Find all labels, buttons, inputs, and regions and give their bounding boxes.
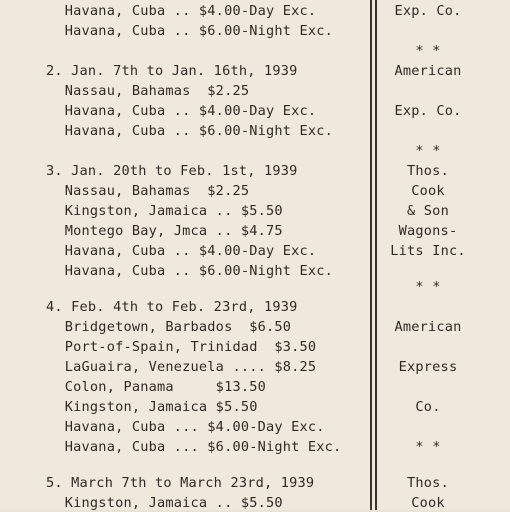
itinerary-line: Havana, Cuba .. $6.00-Night Exc. <box>48 123 334 139</box>
itinerary-line: Havana, Cuba .. $6.00-Night Exc. <box>48 23 334 39</box>
separator-stars: * * <box>415 143 441 159</box>
agency-line: Cook <box>411 495 445 511</box>
agency-line: Thos. <box>407 163 449 179</box>
agency-line: American <box>394 63 462 79</box>
itinerary-line: Havana, Cuba ... $4.00-Day Exc. <box>48 419 325 435</box>
cruise-heading: 4. Feb. 4th to Feb. 23rd, 1939 <box>46 299 298 315</box>
agency-line: Lits Inc. <box>390 243 466 259</box>
agency-line: American <box>394 319 462 335</box>
itinerary-line: LaGuaira, Venezuela .... $8.25 <box>48 359 317 375</box>
itinerary-line: Port-of-Spain, Trinidad $3.50 <box>48 339 317 355</box>
itinerary-line: Nassau, Bahamas $2.25 <box>48 183 250 199</box>
itinerary-line: Havana, Cuba ... $6.00-Night Exc. <box>48 439 342 455</box>
agency-line: & Son <box>407 203 449 219</box>
agency-line: Co. <box>415 399 441 415</box>
agency-line: Exp. Co. <box>394 103 462 119</box>
itinerary-line: Kingston, Jamaica .. $5.50 <box>48 203 283 219</box>
itinerary-line: Montego Bay, Jmca .. $4.75 <box>48 223 283 239</box>
agency-line: Exp. Co. <box>394 3 462 19</box>
itinerary-line: Kingston, Jamaica $5.50 <box>48 399 258 415</box>
itinerary-line: Havana, Cuba .. $4.00-Day Exc. <box>48 3 317 19</box>
itinerary-line: Nassau, Bahamas $2.25 <box>48 83 250 99</box>
agency-line: Express <box>398 359 458 375</box>
itinerary-line: Havana, Cuba .. $4.00-Day Exc. <box>48 243 317 259</box>
separator-stars: * * <box>415 43 441 59</box>
itinerary-line: Kingston, Jamaica .. $5.50 <box>48 495 283 511</box>
cruise-heading: 3. Jan. 20th to Feb. 1st, 1939 <box>46 163 298 179</box>
agency-line: Wagons- <box>398 223 458 239</box>
separator-stars: * * <box>415 439 441 455</box>
cruise-heading: 2. Jan. 7th to Jan. 16th, 1939 <box>46 63 298 79</box>
agency-line: Thos. <box>407 475 449 491</box>
separator-stars: * * <box>415 279 441 295</box>
itinerary-line: Havana, Cuba .. $4.00-Day Exc. <box>48 103 317 119</box>
cruise-heading: 5. March 7th to March 23rd, 1939 <box>46 475 315 491</box>
itinerary-line: Colon, Panama $13.50 <box>48 379 266 395</box>
itinerary-line: Havana, Cuba .. $6.00-Night Exc. <box>48 263 334 279</box>
column-divider-left <box>370 0 372 510</box>
agency-line: Cook <box>411 183 445 199</box>
itinerary-line: Bridgetown, Barbados $6.50 <box>48 319 292 335</box>
